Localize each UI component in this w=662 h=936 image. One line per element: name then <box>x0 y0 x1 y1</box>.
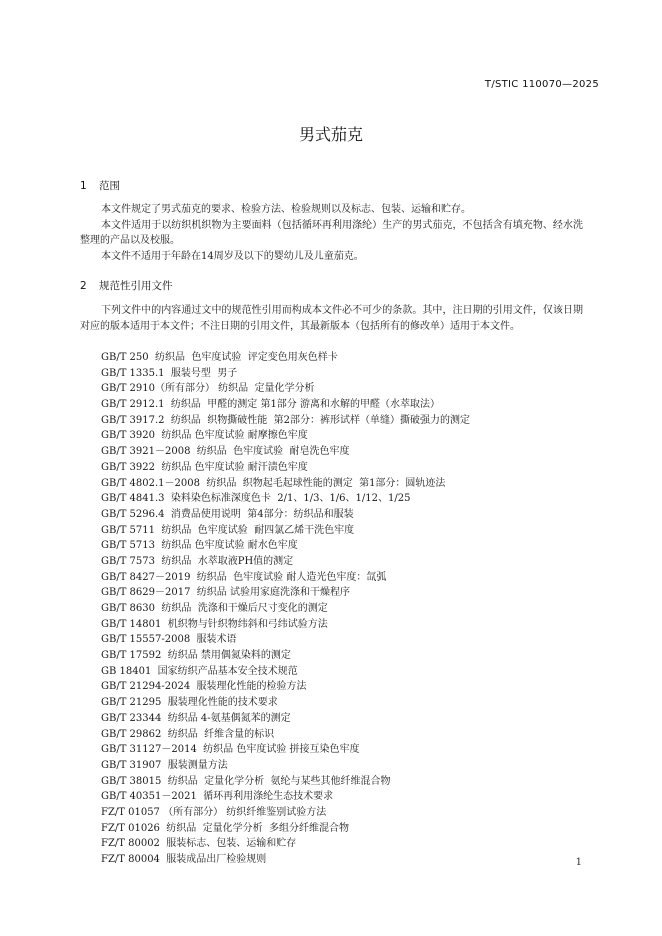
reference-item: GB/T 8630 纺织品 洗涤和干燥后尺寸变化的测定 <box>101 603 328 614</box>
reference-item: GB/T 7573 纺织品 水萃取液PH值的测定 <box>101 555 294 567</box>
reference-item: GB/T 3921－2008 纺织品 色牢度试验 耐皂洗色牢度 <box>101 446 350 458</box>
reference-item: GB/T 23344 纺织品 4-氨基偶氮苯的测定 <box>101 712 291 724</box>
section-1-number: 1 <box>80 180 87 192</box>
reference-item: FZ/T 01057 （所有部分） 纺织纤维鉴别试验方法 <box>101 806 327 818</box>
reference-item: GB/T 15557-2008 服装术语 <box>101 634 237 646</box>
section-1-heading <box>80 178 120 193</box>
reference-item: GB/T 21294-2024 服装理化性能的检验方法 <box>101 681 307 693</box>
scope-paragraph-1: 本文件规定了男式茄克的要求、检验方法、检验规则以及标志、包装、运输和贮存。 <box>101 204 471 215</box>
section-1-title: 范围 <box>99 180 120 192</box>
reference-item: GB/T 5711 纺织品 色牢度试验 耐四氯乙烯干洗色牢度 <box>101 524 355 536</box>
reference-item: GB 18401 国家纺织产品基本安全技术规范 <box>101 665 298 677</box>
reference-item: GB/T 5296.4 消费品使用说明 第4部分：纺织品和服装 <box>101 508 354 520</box>
scope-paragraph-3: 本文件不适用于年龄在14周岁及以下的婴幼儿及儿童茄克。 <box>101 250 364 262</box>
reference-item: GB/T 5713 纺织品 色牢度试验 耐水色牢度 <box>101 540 298 552</box>
document-code: T/STIC 110070—2025 <box>484 79 599 90</box>
reference-item: GB/T 8427－2019 纺织品 色牢度试验 耐人造光色牢度：氙弧 <box>101 571 387 583</box>
page-number: 1 <box>575 857 582 868</box>
reference-item: GB/T 8629－2017 纺织品 试验用家庭洗涤和干燥程序 <box>101 587 350 599</box>
reference-item: GB/T 250 纺织品 色牢度试验 评定变色用灰色样卡 <box>101 352 338 363</box>
reference-item: GB/T 2912.1 纺织品 甲醛的测定 第1部分 游离和水解的甲醛（水萃取法） <box>101 399 440 411</box>
scope-paragraph-2: 本文件适用于以纺织机织物为主要面料（包括循环再利用涤纶）生产的男式茄克，不包括含有填充物、经水洗整理的产品以及校服。 <box>80 219 583 246</box>
references-intro: 下列文件中的内容通过文中的规范性引用而构成本文件必不可少的条款。其中，注日期的引用文件，仅该日期对应的版本适用于本文件；不注日期的引用文件，其最新版本（包括所有的修改单）适用于本文件。 <box>80 305 583 332</box>
reference-item: GB/T 31907 服装测量方法 <box>101 759 228 771</box>
reference-item: GB/T 14801 机织物与针织物纬斜和弓纬试验方法 <box>101 618 328 630</box>
reference-item: GB/T 1335.1 服装号型 男子 <box>101 367 238 379</box>
reference-item: FZ/T 80002 服装标志、包装、运输和贮存 <box>101 838 297 850</box>
section-2-title: 规范性引用文件 <box>99 280 173 292</box>
reference-item: GB/T 4802.1－2008 纺织品 织物起毛起球性能的测定 第1部分：圆轨迹法 <box>101 477 446 489</box>
reference-item: FZ/T 80004 服装成品出厂检验规则 <box>101 854 267 865</box>
normative-references-list <box>101 350 470 868</box>
document-title: 男式茄克 <box>298 125 363 144</box>
section-2-heading <box>80 278 173 293</box>
reference-item: GB/T 3917.2 纺织品 织物撕破性能 第2部分：裤形试样（单缝）撕破强力的测定 <box>101 414 470 426</box>
reference-item: GB/T 29862 纺织品 纤维含量的标识 <box>101 728 275 740</box>
reference-item: GB/T 4841.3 染料染色标准深度色卡 2/1、1/3、1/6、1/12、1/25 <box>101 493 411 505</box>
reference-item: GB/T 17592 纺织品 禁用偶氮染料的测定 <box>101 650 291 662</box>
reference-item: GB/T 21295 服装理化性能的技术要求 <box>101 697 278 709</box>
reference-item: GB/T 3922 纺织品 色牢度试验 耐汗渍色牢度 <box>101 461 308 473</box>
reference-item: FZ/T 01026 纺织品 定量化学分析 多组分纤维混合物 <box>101 822 349 834</box>
reference-item: GB/T 40351－2021 循环再利用涤纶生态技术要求 <box>101 791 334 803</box>
section-2-number: 2 <box>80 280 87 292</box>
reference-item: GB/T 2910（所有部分） 纺织品 定量化学分析 <box>101 383 315 395</box>
reference-item: GB/T 31127－2014 纺织品 色牢度试验 拼接互染色牢度 <box>101 744 360 756</box>
reference-item: GB/T 38015 纺织品 定量化学分析 氨纶与某些其他纤维混合物 <box>101 775 391 787</box>
reference-item: GB/T 3920 纺织品 色牢度试验 耐摩擦色牢度 <box>101 430 308 442</box>
